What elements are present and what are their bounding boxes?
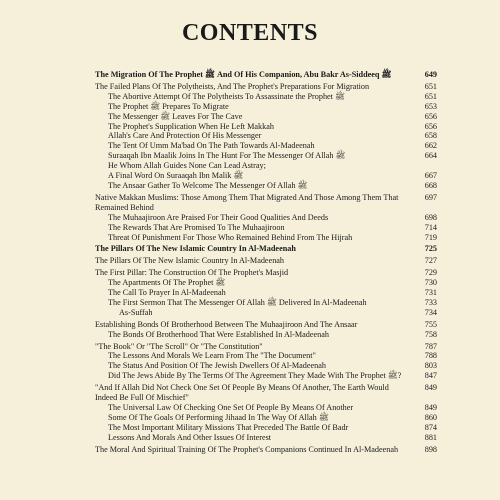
toc-entry-page: 725	[424, 244, 437, 254]
toc-entry-page: 787	[424, 341, 437, 351]
toc-entry	[95, 288, 437, 298]
toc-entry-title: Some Of The Goals Of Performing Jihaad In The Way Of Allah ﷺ	[108, 412, 329, 422]
toc-entry-title: The First Sermon That The Messenger Of Allah ﷺ Delivered In Al-Madeenah	[108, 297, 367, 307]
toc-entry	[95, 161, 437, 171]
toc-entry	[95, 383, 437, 403]
toc-entry-title: The Apartments Of The Prophet ﷺ	[108, 278, 226, 288]
toc-entry-page: 649	[424, 70, 437, 79]
toc-entry-page: 733	[424, 297, 437, 307]
toc-entry-title: The Messenger ﷺ Leaves For The Cave	[108, 111, 243, 121]
toc-entry	[95, 181, 437, 191]
toc-entry-title: The Ansaar Gather To Welcome The Messenger Of Allah ﷺ	[108, 180, 308, 190]
toc-entry-title: The Prophet ﷺ Prepares To Migrate	[108, 101, 229, 111]
toc-entry-title: The Prophet's Supplication When He Left Makkah	[108, 121, 274, 131]
toc-entry-title: Threat Of Punishment For Those Who Remained Behind From The Hijrah	[108, 232, 353, 242]
toc-entry-title: The Abortive Attempt Of The Polytheists To Assassinate the Prophet ﷺ	[108, 91, 345, 101]
toc-entry	[95, 330, 437, 340]
toc-entry	[95, 82, 437, 92]
toc-entry-page: 755	[424, 319, 437, 329]
toc-entry-title: Did The Jews Abide By The Terms Of The Agreement They Made With The Prophet ﷺ?	[108, 371, 402, 381]
toc-entry	[95, 112, 437, 122]
toc-entry-page: 758	[424, 329, 437, 339]
table-of-contents	[95, 70, 437, 455]
toc-entry-page: 698	[424, 212, 437, 222]
toc-entry-page: 898	[424, 444, 437, 454]
toc-entry-page: 788	[424, 351, 437, 361]
toc-entry-page: 730	[424, 278, 437, 288]
toc-entry-page: 874	[424, 422, 437, 432]
toc-entry-page: 653	[424, 101, 437, 111]
toc-entry	[95, 122, 437, 132]
toc-entry	[95, 413, 437, 423]
toc-entry-page: 664	[424, 151, 437, 161]
toc-entry-title: A Final Word On Suraaqah Ibn Malik ﷺ	[108, 171, 244, 181]
toc-entry-title: The Status And Position Of The Jewish Dwellers Of Al-Madeenah	[108, 361, 326, 371]
toc-entry	[95, 213, 437, 223]
toc-entry-page: 729	[424, 268, 437, 278]
toc-entry	[95, 268, 437, 278]
toc-entry-page: 727	[424, 256, 437, 266]
toc-entry-title: The First Pillar: The Construction Of The Prophet's Masjid	[95, 268, 289, 278]
toc-entry	[95, 278, 437, 288]
toc-entry	[95, 298, 437, 308]
toc-entry-page: 651	[424, 91, 437, 101]
toc-entry-title: The Bonds Of Brotherhood That Were Established In Al-Madeenah	[108, 329, 329, 339]
toc-entry-title: The Pillars Of The New Islamic Country In Al-Madeenah	[95, 244, 296, 254]
toc-entry-title: The Failed Plans Of The Polytheists, And The Prophet's Preparations For Migration	[95, 81, 370, 91]
toc-entry	[95, 171, 437, 181]
toc-entry-page: 803	[424, 361, 437, 371]
toc-entry-page: 662	[424, 141, 437, 151]
toc-entry	[95, 308, 437, 318]
toc-entry-page: 656	[424, 111, 437, 121]
toc-entry-title: As-Suffah	[119, 307, 153, 317]
toc-entry	[95, 151, 437, 161]
toc-entry	[95, 141, 437, 151]
toc-entry-title: "And If Allah Did Not Check One Set Of People By Means Of Another, The Earth Would Indeed Be Full Of Mischief"	[95, 383, 389, 403]
toc-entry	[95, 403, 437, 413]
toc-entry-page: 860	[424, 412, 437, 422]
toc-entry-page: 651	[424, 81, 437, 91]
toc-entry	[95, 256, 437, 266]
toc-entry-title: "The Book" Or "The Scroll" Or "The Constitution"	[95, 341, 263, 351]
toc-entry	[95, 445, 437, 455]
toc-entry-title: He Whom Allah Guides None Can Lead Astray;	[108, 161, 266, 171]
toc-entry	[95, 244, 437, 254]
toc-entry-page: 658	[424, 131, 437, 141]
toc-entry	[95, 70, 437, 80]
toc-entry	[95, 193, 437, 213]
toc-entry-title: The Most Important Military Missions That Preceded The Battle Of Badr	[108, 422, 349, 432]
toc-entry-page: 847	[424, 371, 437, 381]
toc-entry	[95, 92, 437, 102]
toc-entry	[95, 320, 437, 330]
toc-entry	[95, 223, 437, 233]
toc-entry-title: Lessons And Morals And Other Issues Of Interest	[108, 432, 272, 442]
toc-entry-title: The Tent Of Umm Ma'bad On The Path Towards Al-Madeenah	[108, 141, 315, 151]
page-title: CONTENTS	[181, 20, 319, 46]
toc-entry-page: 656	[424, 121, 437, 131]
toc-entry-title: The Migration Of The Prophet ﷺ And Of His Companion, Abu Bakr As-Siddeeq ﷺ	[95, 70, 392, 79]
toc-entry-title: The Lessons And Morals We Learn From The "The Document"	[108, 351, 316, 361]
toc-entry-page: 714	[424, 222, 437, 232]
toc-entry	[95, 361, 437, 371]
toc-entry-page: 667	[424, 171, 437, 181]
toc-entry-page: 849	[424, 403, 437, 412]
toc-entry	[95, 102, 437, 112]
toc-entry-page: 849	[424, 383, 437, 393]
toc-entry-title: The Pillars Of The New Islamic Country In Al-Madeenah	[95, 256, 285, 266]
toc-entry-title: Suraaqah Ibn Maalik Joins In The Hunt For The Messenger Of Allah ﷺ	[108, 151, 346, 161]
toc-entry-page: 734	[424, 307, 437, 317]
toc-entry-page: 697	[424, 192, 437, 202]
toc-entry	[95, 371, 437, 381]
toc-entry-title: Establishing Bonds Of Brotherhood Between The Muhaajiroon And The Ansaar	[95, 319, 358, 329]
toc-entry-title: Native Makkan Muslims: Those Among Them That Migrated And Those Among Them That Remained Behind	[95, 192, 399, 212]
toc-entry	[95, 342, 437, 352]
toc-entry-title: The Universal Law Of Checking One Set Of People By Means Of Another	[108, 403, 354, 412]
toc-entry-title: The Rewards That Are Promised To The Muhaajiroon	[108, 222, 285, 232]
toc-entry	[95, 351, 437, 361]
toc-entry-title: The Muhaajiroon Are Praised For Their Good Qualities And Deeds	[108, 212, 329, 222]
toc-entry-page: 719	[424, 232, 437, 242]
toc-entry	[95, 423, 437, 433]
toc-entry	[95, 131, 437, 141]
toc-entry-title: The Moral And Spiritual Training Of The Prophet's Companions Continued In Al-Madeenah	[95, 444, 399, 454]
toc-entry-page: 668	[424, 180, 437, 190]
toc-entry-page: 731	[424, 288, 437, 298]
toc-entry-title: The Call To Prayer In Al-Madeenah	[108, 288, 226, 298]
toc-entry	[95, 433, 437, 443]
toc-entry-title: Allah's Care And Protection Of His Messenger	[108, 131, 262, 141]
toc-entry-page: 881	[424, 432, 437, 442]
toc-entry	[95, 233, 437, 243]
